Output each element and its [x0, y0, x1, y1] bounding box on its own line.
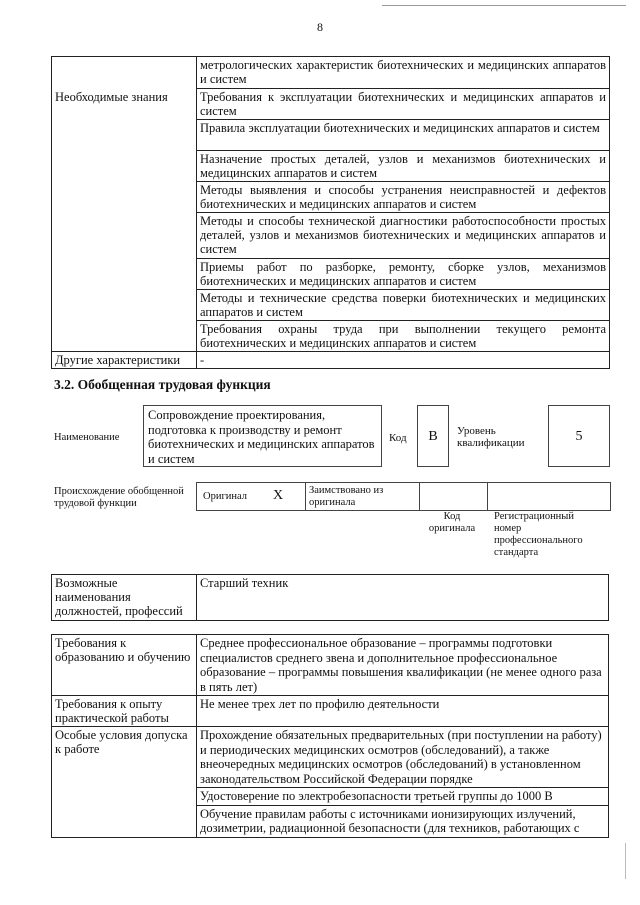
table-cell: Удостоверение по электробезопасности третьей группы до 1000 В — [197, 788, 609, 806]
table-cell: Обучение правилам работы с источниками ионизирующих излучений, дозиметрии, радиационной безопасности (для техников, работающих с — [197, 805, 609, 837]
original-box — [196, 482, 307, 511]
code-value: B — [428, 429, 438, 444]
registration-number-box — [487, 482, 611, 511]
borrowed-box — [305, 482, 421, 511]
borrowed-label: Заимствовано из оригинала — [309, 485, 384, 508]
table-cell: Правила эксплуатации биотехнических и медицинских аппаратов и систем — [197, 120, 610, 151]
knowledge-table — [51, 56, 610, 369]
level-box — [548, 405, 610, 467]
table-cell: Требования к эксплуатации биотехнических и медицинских аппаратов и систем — [197, 89, 610, 120]
section-heading: 3.2. Обобщенная трудовая функция — [54, 377, 271, 392]
experience-label: Требования к опыту практической работы — [52, 696, 197, 727]
function-name-box — [143, 405, 382, 467]
table-row — [52, 352, 610, 369]
table-cell: - — [197, 352, 610, 369]
level-value: 5 — [575, 429, 583, 444]
table-row — [52, 575, 609, 621]
admission-label — [52, 727, 197, 838]
function-name-value: Сопровождение проектирования, подготовка к производству и ремонт биотехнических и медицинских аппаратов и систем — [148, 408, 375, 466]
right-margin-line — [625, 843, 626, 879]
row-label: Особые условия допуска к работе — [55, 728, 188, 756]
requirements-table — [51, 634, 609, 838]
positions-value: Старший техник — [197, 575, 609, 621]
level-label: Уровень квалификации — [457, 425, 525, 449]
table-row — [52, 635, 609, 696]
table-cell: Требования охраны труда при выполнении текущего ремонта биотехнических и медицинских аппаратов и систем — [197, 321, 610, 352]
other-characteristics-label: Другие характеристики — [52, 352, 197, 369]
table-cell: Прохождение обязательных предварительных (при поступлении на работу) и периодических медицинских осмотров (обследований), а также внеочередных медицинских осмотров (обследований) в установленном законодательством Российской Федерации порядке — [197, 727, 609, 788]
registration-number-caption: Регистрационный номер профессионального стандарта — [494, 511, 583, 558]
table-row — [52, 727, 609, 788]
page-number: 8 — [317, 20, 323, 34]
original-code-box — [419, 482, 489, 511]
table-cell: Приемы работ по разборке, ремонту, сборке узлов, механизмов биотехнических и медицинских аппаратов и систем — [197, 259, 610, 290]
origin-label: Происхождение обобщенной трудовой функции — [54, 486, 184, 509]
required-knowledge-label — [52, 57, 197, 352]
positions-label: Возможные наименования должностей, профессий — [52, 575, 197, 621]
table-cell: Методы и способы технической диагностики работоспособности простых деталей, узлов и механизмов биотехнических и медицинских аппаратов и систем — [197, 213, 610, 259]
original-label: Оригинал — [203, 491, 247, 502]
table-cell: Методы и технические средства поверки биотехнических и медицинских аппаратов и систем — [197, 290, 610, 321]
top-rule — [382, 5, 626, 6]
table-cell: Методы выявления и способы устранения неисправностей и дефектов биотехнических и медицинских аппаратов и систем — [197, 182, 610, 213]
table-cell: Не менее трех лет по профилю деятельности — [197, 696, 609, 727]
table-row — [52, 696, 609, 727]
row-label: Необходимые знания — [55, 90, 168, 104]
positions-table — [51, 574, 609, 621]
code-box — [417, 405, 449, 467]
name-label: Наименование — [54, 432, 120, 443]
table-cell: метрологических характеристик биотехнических и медицинских аппаратов и систем — [197, 57, 610, 89]
education-label: Требования к образованию и обучению — [52, 635, 197, 696]
code-label: Код — [389, 432, 407, 444]
original-mark: X — [273, 488, 284, 503]
table-cell: Назначение простых деталей, узлов и механизмов биотехнических и медицинских аппаратов и систем — [197, 151, 610, 182]
table-row — [52, 57, 610, 89]
original-code-caption: Код оригинала — [428, 511, 476, 534]
table-cell: Среднее профессиональное образование – программы подготовки специалистов среднего звена и дополнительное профессиональное образование – программы повышения квалификации (не менее одного раза в пять лет) — [197, 635, 609, 696]
